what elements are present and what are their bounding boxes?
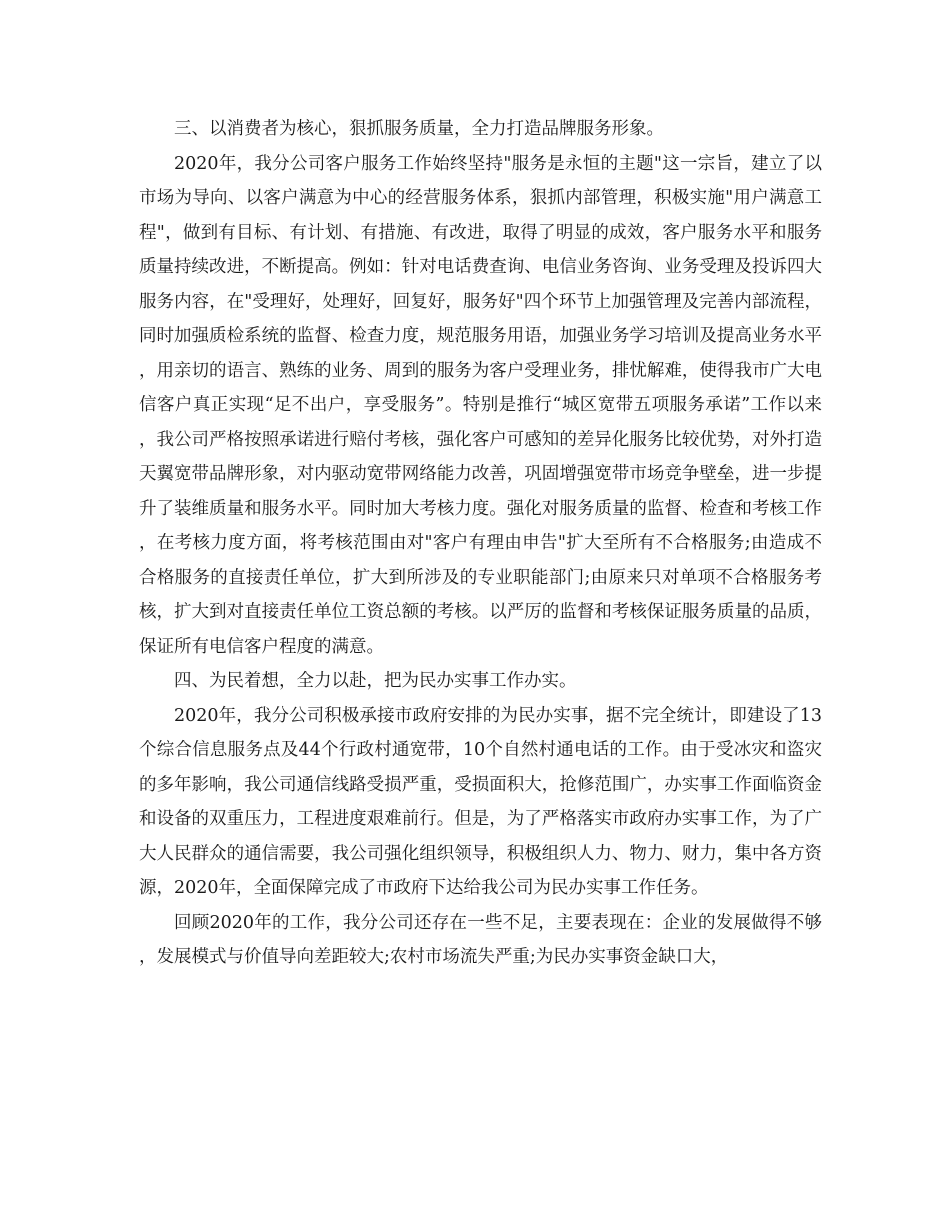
paragraph-customer-service: 2020年，我分公司客户服务工作始终坚持"服务是永恒的主题"这一宗旨，建立了以市场为导向、以客户满意为中心的经营服务体系，狠抓内部管理，积极实施"用户满意工程"，做到有目标、有计划、有措施、有改进，取得了明显的成效，客户服务水平和服务质量持续改进，不断提高。例如：针对电话费查询、电信业务咨询、业务受理及投诉四大服务内容，在"受理好，处理好，回复好，服务好"四个环节上加强管理及完善内部流程，同时加强质检系统的监督、检查力度，规范服务用语，加强业务学习培训及提高业务水平，用亲切的语言、熟练的业务、周到的服务为客户受理业务，排忧解难，使得我市广大电信客户真正实现“足不出户，享受服务”。特别是推行“城区宽带五项服务承诺”工作以来，我公司严格按照承诺进行赔付考核，强化客户可感知的差异化服务比较优势，对外打造天翼宽带品牌形象，对内驱动宽带网络能力改善，巩固增强宽带市场竞争壁垒，进一步提升了装维质量和服务水平。同时加大考核力度。强化对服务质量的监督、检查和考核工作，在考核力度方面，将考核范围由对"客户有理由申告"扩大至所有不合格服务;由造成不合格服务的直接责任单位，扩大到所涉及的专业职能部门;由原来只对单项不合格服务考核，扩大到对直接责任单位工资总额的考核。以严厉的监督和考核保证服务质量的品质，保证所有电信客户程度的满意。	[139, 153, 822, 657]
paragraph-public-works: 2020年，我分公司积极承接市政府安排的为民办实事，据不完全统计，即建设了13个综合信息服务点及44个行政村通宽带，10个自然村通电话的工作。由于受冰灾和盗灾的多年影响，我公司通信线路受损严重，受损面积大，抢修范围广，办实事工作面临资金和设备的双重压力，工程进度艰难前行。但是，为了严格落实市政府办实事工作，为了广大人民群众的通信需要，我公司强化组织领导，积极组织人力、物力、财力，集中各方资源，2020年，全面保障完成了市政府下达给我公司为民办实事工作任务。	[139, 705, 822, 898]
paragraph-review: 回顾2020年的工作，我分公司还存在一些不足，主要表现在：企业的发展做得不够，发展模式与价值导向差距较大;农村市场流失严重;为民办实事资金缺口大，	[139, 912, 822, 967]
document-page	[139, 112, 822, 975]
section-heading-four: 四、为民着想，全力以赴，把为民办实事工作办实。	[174, 671, 577, 691]
section-heading-three: 三、以消费者为核心，狠抓服务质量，全力打造品牌服务形象。	[174, 119, 664, 139]
